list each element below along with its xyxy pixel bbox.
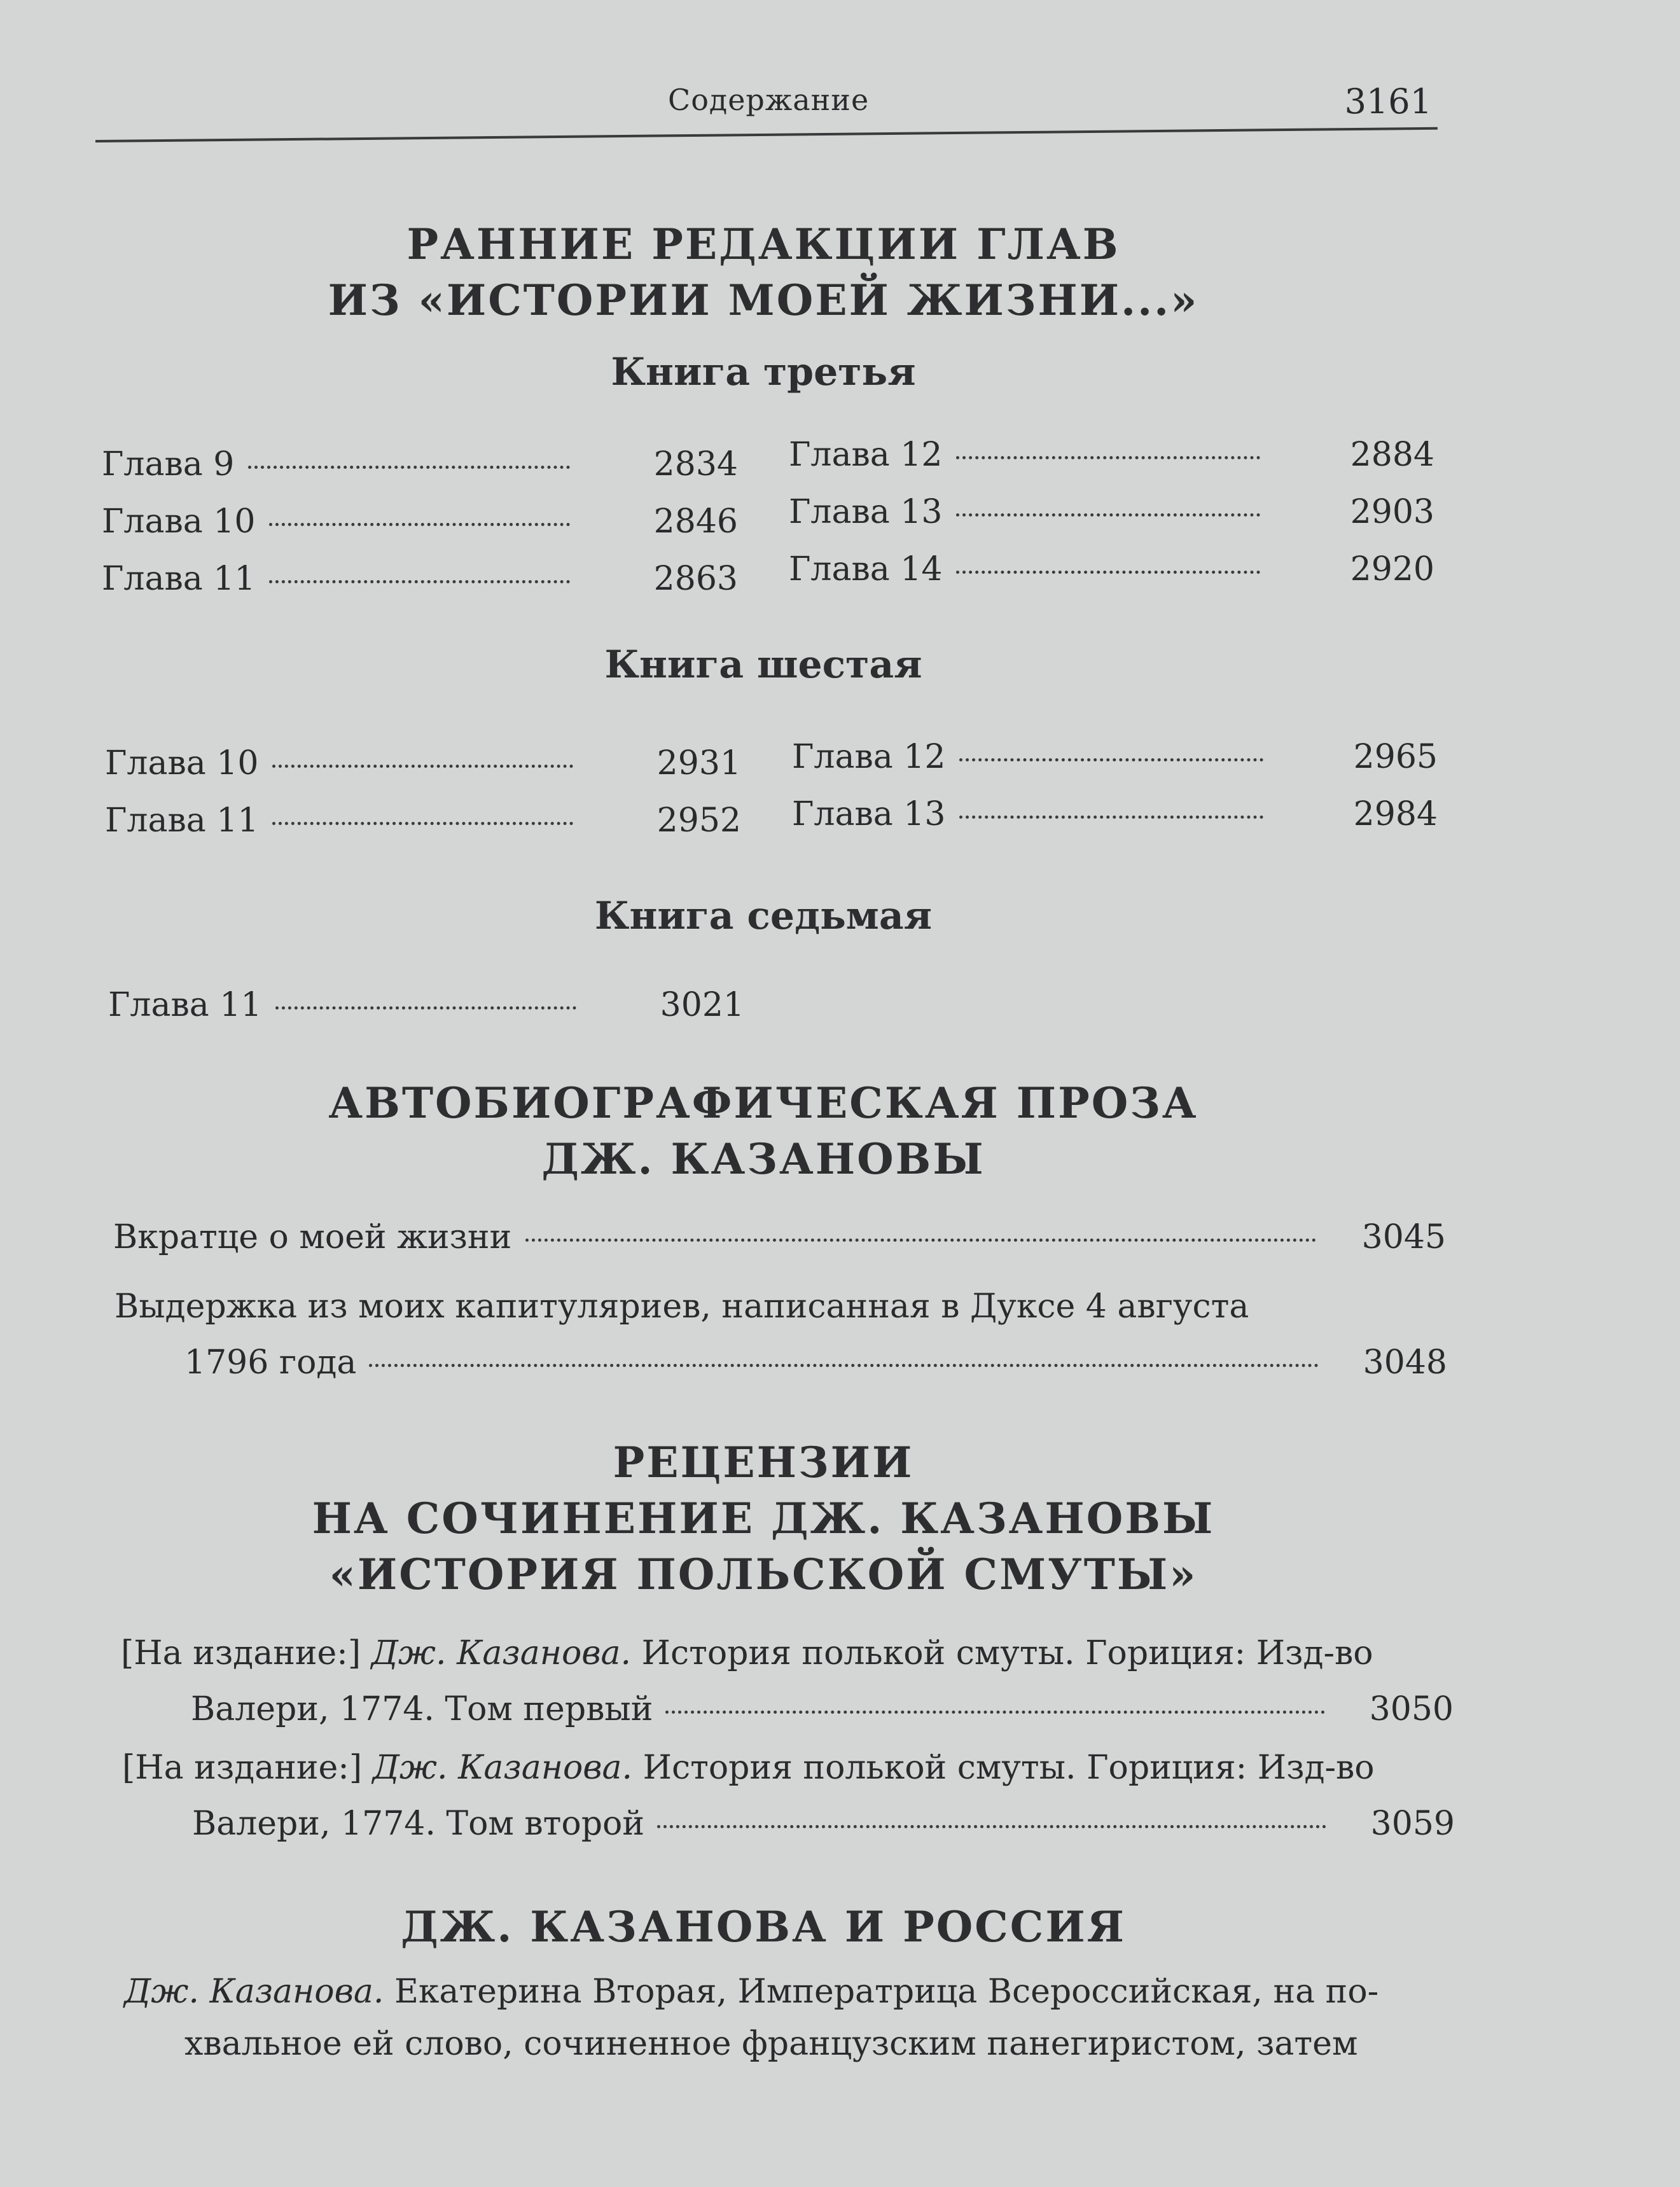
heading-line: ИЗ «ИСТОРИИ МОЕЙ ЖИЗНИ...»	[328, 275, 1199, 325]
entry-label: Глава 13	[789, 493, 943, 531]
entry-label: Глава 11	[108, 986, 262, 1024]
dot-leader	[269, 580, 569, 583]
entry-label: Глава 12	[792, 738, 946, 776]
section-heading-autobiographical	[0, 1075, 1527, 1187]
book-title-third: Книга третья	[611, 350, 916, 394]
running-title: Содержание	[668, 83, 870, 117]
heading-line: НА СОЧИНЕНИЕ ДЖ. КАЗАНОВЫ	[312, 1494, 1215, 1543]
entry-label: Глава 14	[789, 550, 943, 588]
entry-page: 3059	[1370, 1805, 1455, 1843]
entry-author: Дж. Казанова.	[372, 1749, 633, 1787]
entry-page: 2834	[653, 445, 738, 483]
entry-label: Глава 11	[105, 802, 259, 840]
section-heading-reviews	[0, 1434, 1527, 1602]
entry-page: 3048	[1363, 1343, 1447, 1382]
entry-prefix: [На издание:]	[121, 1634, 361, 1672]
para-line2: хвальное ей слово, сочиненное французским панегиристом, затем	[184, 2025, 1358, 2063]
entry-page: 2965	[1353, 738, 1438, 776]
toc-entry[interactable]	[792, 795, 1438, 840]
entry-page: 2931	[656, 744, 741, 782]
dot-leader	[956, 456, 1260, 459]
entry-title: История полькой смуты. Гориция: Изд-во	[641, 1634, 1373, 1672]
toc-entry[interactable]	[792, 738, 1438, 782]
entry-prefix: [На издание:]	[122, 1749, 363, 1787]
entry-page: 2884	[1350, 436, 1434, 474]
entry-page: 3050	[1369, 1690, 1454, 1728]
entry-label-line1: Выдержка из моих капитуляриев, написанная в Дуксе 4 августа	[115, 1288, 1249, 1326]
toc-entry-long[interactable]	[115, 1279, 1447, 1391]
entry-title: История полькой смуты. Гориция: Изд-во	[642, 1749, 1375, 1787]
dot-leader	[525, 1239, 1316, 1242]
entry-label: Глава 11	[102, 560, 256, 598]
dot-leader	[269, 523, 569, 526]
running-head	[0, 0, 1680, 127]
toc-entry[interactable]	[108, 986, 744, 1031]
entry-page: 2846	[653, 503, 738, 541]
section-heading-early-editions	[0, 216, 1527, 328]
book-title-seventh: Книга седьмая	[594, 894, 933, 938]
heading-line: РАННИЕ РЕДАКЦИИ ГЛАВ	[406, 219, 1120, 269]
toc-entry[interactable]	[105, 802, 741, 846]
entry-label-line2: Валери, 1774. Том первый	[191, 1690, 653, 1728]
entry-label: Глава 10	[105, 744, 259, 782]
heading-line: ДЖ. КАЗАНОВА И РОССИЯ	[401, 1902, 1126, 1952]
dot-leader	[657, 1825, 1326, 1828]
toc-entry[interactable]	[102, 503, 738, 547]
dot-leader	[959, 758, 1263, 761]
dot-leader	[665, 1711, 1324, 1714]
dot-leader	[959, 816, 1263, 819]
section-heading-russia	[0, 1899, 1527, 1955]
entry-label: Глава 12	[789, 436, 943, 474]
toc-entry[interactable]	[102, 445, 738, 490]
toc-entry[interactable]	[113, 1218, 1446, 1263]
toc-entry[interactable]	[105, 744, 741, 789]
entry-label: Глава 10	[102, 503, 256, 541]
dot-leader	[275, 1006, 576, 1010]
entry-author: Дж. Казанова.	[371, 1634, 632, 1672]
entry-label: Глава 13	[792, 795, 946, 833]
entry-page: 2903	[1350, 493, 1434, 531]
entry-label-line2: Валери, 1774. Том второй	[192, 1805, 644, 1843]
dot-leader	[248, 466, 569, 469]
toc-entry-long[interactable]	[121, 1625, 1454, 1737]
book-title-sixth: Книга шестая	[604, 642, 922, 687]
entry-page: 2952	[656, 802, 741, 840]
entry-label-line2: 1796 года	[184, 1343, 357, 1382]
dot-leader	[956, 571, 1260, 574]
dot-leader	[272, 822, 573, 825]
toc-entry[interactable]	[789, 436, 1434, 480]
heading-line: АВТОБИОГРАФИЧЕСКАЯ ПРОЗА	[328, 1078, 1198, 1128]
heading-line: «ИСТОРИЯ ПОЛЬСКОЙ СМУТЫ»	[329, 1550, 1198, 1599]
heading-line: РЕЦЕНЗИИ	[613, 1438, 914, 1487]
toc-entry[interactable]	[102, 560, 738, 604]
section-paragraph	[124, 1966, 1379, 2070]
dot-leader	[956, 513, 1260, 517]
entry-page: 2920	[1350, 550, 1434, 588]
toc-entry-long[interactable]	[122, 1740, 1455, 1852]
para-author: Дж. Казанова.	[124, 1973, 384, 2011]
dot-leader	[369, 1364, 1318, 1367]
page-number: 3161	[1344, 81, 1432, 122]
para-line1: Екатерина Вторая, Императрица Всероссийская, на по-	[394, 1973, 1379, 2011]
entry-page: 3021	[660, 986, 744, 1024]
header-rule	[95, 127, 1438, 142]
toc-entry[interactable]	[789, 493, 1434, 538]
entry-page: 3045	[1361, 1218, 1446, 1256]
heading-line: ДЖ. КАЗАНОВЫ	[541, 1134, 985, 1184]
entry-page: 2863	[653, 560, 738, 598]
entry-page: 2984	[1353, 795, 1438, 833]
entry-label: Глава 9	[102, 445, 235, 483]
dot-leader	[272, 765, 573, 768]
toc-entry[interactable]	[789, 550, 1434, 595]
entry-label: Вкратце о моей жизни	[113, 1218, 512, 1256]
